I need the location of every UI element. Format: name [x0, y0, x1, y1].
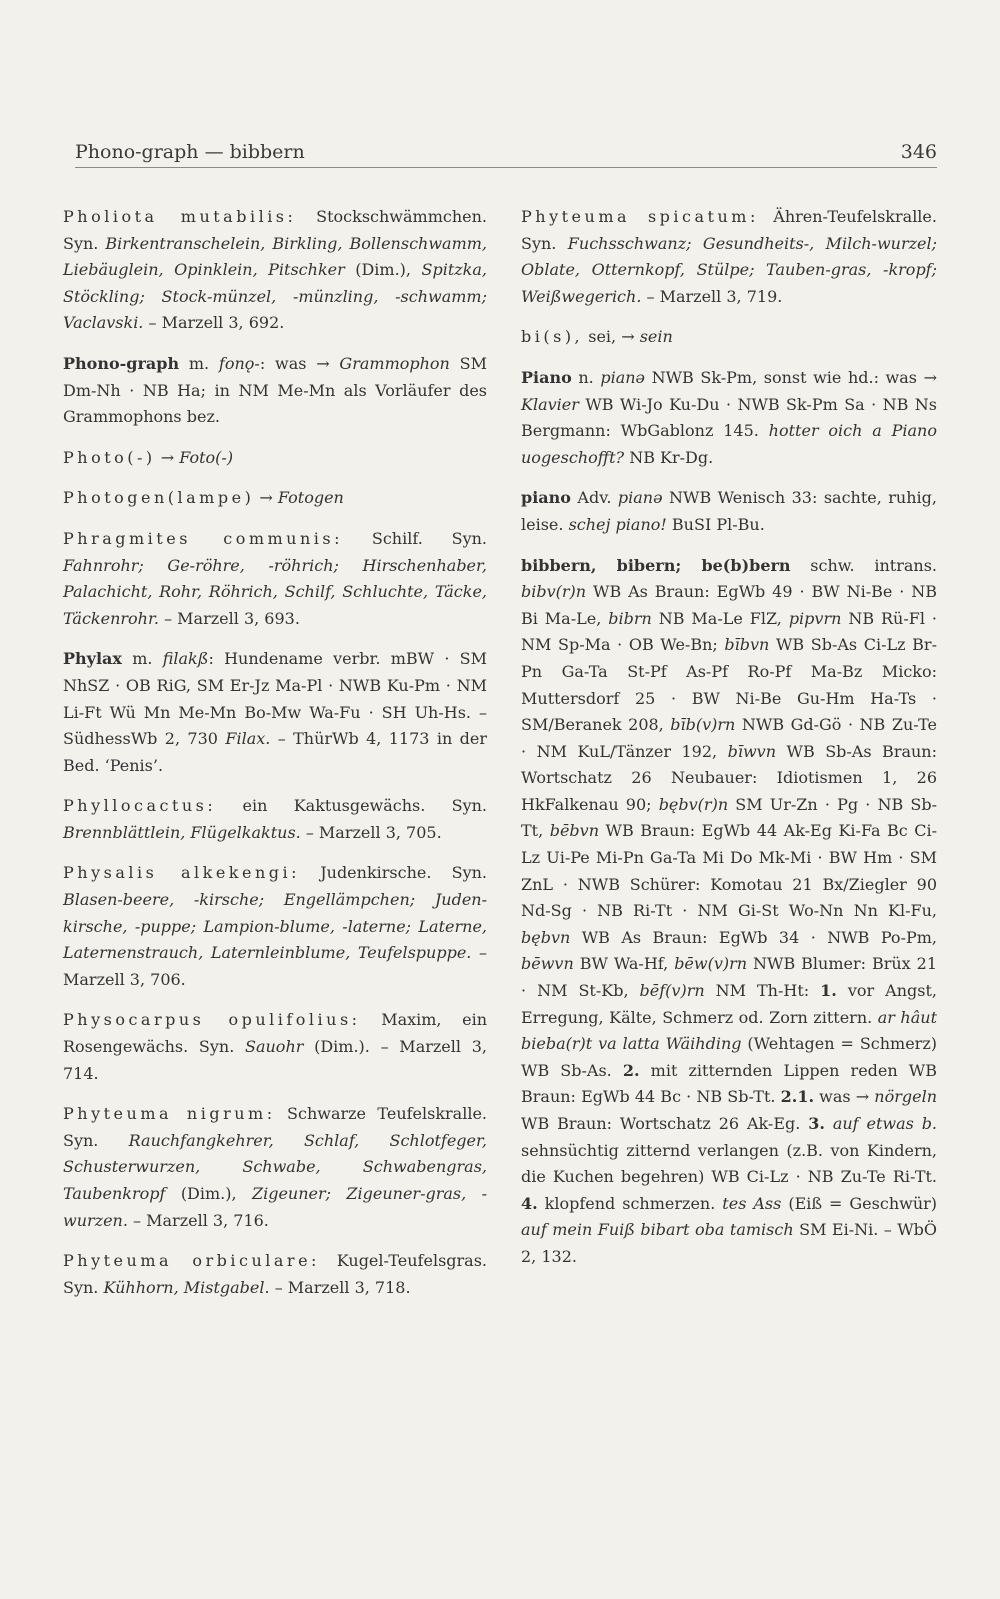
entry-pholiota: Pholiota mutabilis: Stockschwämmchen. Syn. Birkentranschelein, Birkling, Bollenschwamm, Liebäuglein, Opinklein, Pitschker (Dim.), Spitzka, Stöckling; Stock-münzel, -münzling, -schwamm; Vaclavski. – Marzell 3, 692. — [63, 207, 487, 333]
entry-text: WB As Braun: EgWb 34 · NWB Po-Pm, — [570, 927, 937, 947]
entry-text: mit zitternden Lippen reden WB Braun: EgWb 44 Bc · NB Sb-Tt. — [521, 1060, 937, 1107]
entry-text: WB Braun: EgWb 44 Ak-Eg Ki-Fa Bc Ci-Lz Ui-Pe Mi-Pn Ga-Ta Mi Do Mk-Mi · BW Hm · SM ZnL · NWB Schürer: Komotau 21 Bx/Ziegler 90 Nd-Sg · NB Ri-Tt · NM Gi-St Wo-Nn Nn Kl-Fu, — [521, 821, 937, 921]
entry-text: sehnsüchtig zitternd verlangen (z.B. von Kindern, die Kuchen begehren) WB Ci-Lz · NB Zu-Te Ri-Tt. — [521, 1140, 937, 1187]
sense-number: 2. — [622, 1060, 640, 1080]
entry-phylax: Phylax m. filakß: Hundename verbr. mBW · SM NhSZ · OB RiG, SM Er-Jz Ma-Pl · NWB Ku-Pm · NM Li-Ft Wü Mn Me-Mn Bo-Mw Wa-Fu · SH Uh-Hs. – SüdhessWb 2, 730 Filax. – ThürWb 4, 1173 in der Bed. ‘Penis’. — [63, 649, 488, 775]
dialect-form: bębv(r)n — [658, 794, 729, 814]
dialect-form: bēw(v)rn — [674, 954, 748, 974]
entry-text: vor Angst, Erregung, Kälte, Schmerz od. Zorn zittern. — [521, 981, 937, 1027]
dialect-form: pipvrn — [788, 608, 842, 628]
dialect-form: bēf(v)rn — [639, 981, 705, 1001]
dialect-form: bēwvn — [521, 954, 574, 974]
entry-bis: bi(s), sei, → sein — [521, 327, 673, 347]
running-header — [75, 141, 937, 168]
page-number: 346 — [900, 141, 937, 163]
entry-text: WB As Braun: EgWb 49 · BW Ni-Be · NB Bi Ma-Le, — [521, 582, 937, 628]
entry-text: WB Braun: Wortschatz 26 Ak-Eg. — [521, 1114, 809, 1133]
entry-text: klopfend schmerzen. — [537, 1193, 723, 1213]
dialect-form: auf mein Fuiß bibart oba tamisch — [521, 1220, 794, 1240]
dialect-form: tes Ass — [722, 1193, 782, 1213]
sense-number: 1. — [820, 981, 837, 1001]
entry-text: NB Rü-Fl · NM Sp-Ma · OB We-Bn; — [521, 608, 937, 655]
sense-number: 3. — [808, 1114, 825, 1133]
sense-number: 2.1. — [780, 1087, 815, 1107]
left-column — [63, 204, 487, 1315]
entry-text: WB Sb-As Braun: Wortschatz 26 Neubauer: Idiotismen 1, 26 HkFalkenau 90; — [521, 741, 937, 814]
dialect-form: bībvn — [724, 635, 770, 655]
entry-phyllocactus: Phyllocactus: ein Kaktusgewächs. Syn. Brennblättlein, Flügelkaktus. – Marzell 3, 705. — [63, 796, 487, 842]
arrow-icon: → — [160, 447, 175, 467]
entry-phyteuma-spicatum: Phyteuma spicatum: Ähren-Teufelskralle. Syn. Fuchsschwanz; Gesundheits-, Milch-wurzel; Oblate, Otternkopf, Stülpe; Tauben-gras, -kropf; Weißwegerich. – Marzell 3, 719. — [521, 207, 937, 306]
entry-photogen: Photogen(lampe) → Fotogen — [63, 488, 344, 508]
dialect-form: bibrn — [608, 608, 652, 628]
sense-number: 4. — [521, 1193, 538, 1213]
entry-piano-noun: Piano n. pianə NWB Sk-Pm, sonst wie hd.: was → Klavier WB Wi-Jo Ku-Du · NWB Sk-Pm Sa · NB Ns Bergmann: WbGablonz 145. hotter oich a Piano uogeschofft? NB Kr-Dg. — [521, 367, 937, 467]
entry-photo: Photo(-) → Foto(-) — [63, 447, 234, 467]
entry-phyteuma-orbiculare: Phyteuma orbiculare: Kugel-Teufelsgras. Syn. Kühhorn, Mistgabel. – Marzell 3, 718. — [63, 1251, 487, 1297]
dialect-form: bębvn — [521, 927, 571, 947]
entry-text: SM Ei-Ni. – WbÖ 2, 132. — [521, 1220, 937, 1266]
entry-text: (Wehtagen = Schmerz) WB Sb-As. — [521, 1034, 937, 1080]
entry-bibbern-body — [521, 582, 937, 1266]
entry-bibbern: bibbern, bibern; be(b)bern schw. intrans. bibv(r)n WB As Braun: EgWb 49 · BW Ni-Be · NB Bi Ma-Le, bibrn NB Ma-Le FlZ, pipvrn NB Rü-Fl · NM Sp-Ma · OB We-Bn; bībvn WB Sb-As Ci-Lz Br-Pn Ga-Ta St-Pf As-Pf Ro-Pf Ma-Bz Micko: Muttersdorf 25 · BW Ni-Be Gu-Hm Ha-Ts · SM/Beranek 208, bīb(v)rn NWB Gd-Gö · NB Zu-Te · NM KuL/Tänzer 192, bīwvn WB Sb-As Braun: Wortschatz 26 Neubauer: Idiotismen 1, 26 HkFalkenau 90; bębv(r)n SM Ur-Zn · Pg · NB Sb-Tt, bēbvn WB Braun: EgWb 44 Ak-Eg Ki-Fa Bc Ci-Lz Ui-Pe Mi-Pn Ga-Ta Mi Do Mk-Mi · BW Hm · SM ZnL · NWB Schürer: Komotau 21 Bx/Ziegler 90 Nd-Sg · NB Ri-Tt · NM Gi-St Wo-Nn Nn Kl-Fu, bębvn WB As Braun: EgWb 34 · NWB Po-Pm, bēwvn BW Wa-Hf, bēw(v)rn NWB Blumer: Brüx 21 · NM St-Kb, bēf(v)rn NM Th-Ht: 1. vor Angst, Erregung, Kälte, Schmerz od. Zorn zittern. ar hâut bieba(r)t va latta Wäihding (Wehtagen = Schmerz) WB Sb-As. 2. mit zitternden Lippen reden WB Braun: EgWb 44 Bc · NB Sb-Tt. 2.1. was → nörgeln WB Braun: Wortschatz 26 Ak-Eg. 3. auf etwas b. sehnsüchtig zitternd verlangen (z.B. von Kindern, die Kuchen begehren) WB Ci-Lz · NB Zu-Te Ri-Tt. 4. klopfend schmerzen. tes Ass (Eiß = Geschwür) auf mein Fuiß bibart oba tamisch SM Ei-Ni. – WbÖ 2, 132. — [521, 555, 938, 1266]
dialect-form: auf etwas b. — [832, 1114, 938, 1133]
dialect-form: bēbvn — [549, 821, 599, 841]
entry-text: NWB Gd-Gö · NB Zu-Te · NM KuL/Tänzer 192, — [521, 715, 937, 761]
dialect-form: bīwvn — [727, 741, 776, 761]
dialect-form: ar hâut bieba(r)t va latta Wäihding — [521, 1007, 937, 1054]
dialect-form: bīb(v)rn — [670, 715, 736, 735]
entry-text: NB Ma-Le FlZ, — [651, 608, 789, 628]
entry-physalis: Physalis alkekengi: Judenkirsche. Syn. Blasen-beere, -kirsche; Engellämpchen; Juden-kirsche, -puppe; Lampion-blume, -laterne; Laterne, Laternenstrauch, Laternleinblume, Teufelspuppe. – Marzell 3, 706. — [63, 863, 488, 989]
arrow-icon: → — [259, 488, 273, 508]
entry-piano-adverb: piano Adv. pianə NWB Wenisch 33: sachte, ruhig, leise. schej piano! BuSI Pl-Bu. — [521, 488, 937, 534]
right-column — [521, 204, 937, 1285]
entry-phonograph: Phono-graph m. fonǫ-: was → Grammophon SM Dm-Nh · NB Ha; in NM Me-Mn als Vorläufer des Grammophons bez. — [63, 353, 487, 427]
entry-text — [825, 1114, 833, 1133]
dialect-form: nörgeln — [874, 1087, 937, 1107]
entry-text: BW Wa-Hf, — [573, 954, 675, 974]
entry-text: NWB Blumer: Brüx 21 · NM St-Kb, — [521, 954, 938, 1001]
entry-text: NM Th-Ht: — [704, 981, 821, 1001]
entry-text: was → — [814, 1087, 875, 1107]
entry-phragmites: Phragmites communis: Schilf. Syn. Fahnrohr; Ge-röhre, -röhrich; Hirschenhaber, Palachicht, Rohr, Röhrich, Schilf, Schluchte, Täcke, Täckenrohr. – Marzell 3, 693. — [63, 528, 488, 628]
entry-text: WB Sb-As Ci-Lz Br-Pn Ga-Ta St-Pf As-Pf Ro-Pf Ma-Bz Micko: Muttersdorf 25 · BW Ni-Be Gu-Hm Ha-Ts · SM/Beranek 208, — [521, 635, 937, 735]
dialect-form: bibv(r)n — [521, 582, 587, 602]
running-title: Phono-graph — bibbern — [75, 141, 305, 163]
entry-phyteuma-nigrum: Phyteuma nigrum: Schwarze Teufelskralle. Syn. Rauchfangkehrer, Schlaf, Schlotfeger, Schusterwurzen, Schwabe, Schwabengras, Taubenkropf (Dim.), Zigeuner; Zigeuner-gras, -wurzen. – Marzell 3, 716. — [63, 1104, 488, 1230]
entry-text: (Eiß = Geschwür) — [781, 1193, 938, 1213]
entry-physocarpus: Physocarpus opulifolius: Maxim, ein Rosengewächs. Syn. Sauohr (Dim.). – Marzell 3, 714. — [63, 1010, 487, 1083]
entry-text: SM Ur-Zn · Pg · NB Sb-Tt, — [521, 794, 938, 841]
